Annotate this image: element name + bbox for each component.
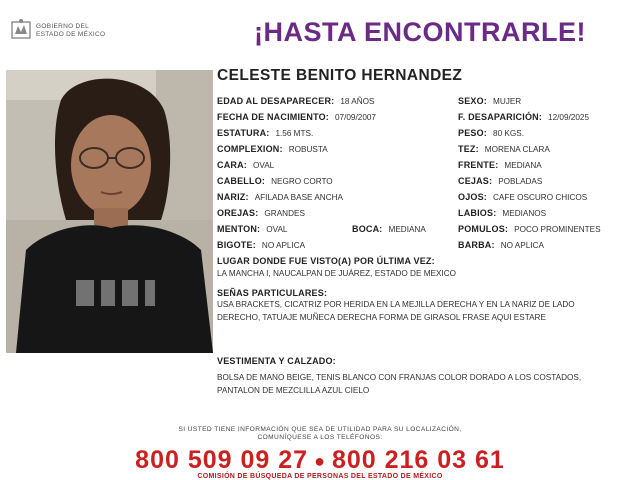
phone-numbers — [0, 446, 640, 475]
field-peso: PESO: 80 KGS. — [458, 128, 524, 138]
field-ojos: OJOS: CAFE OSCURO CHICOS — [458, 192, 588, 202]
field-estatura: ESTATURA: 1.56 MTS. — [217, 128, 314, 138]
state-emblem-icon — [10, 18, 32, 42]
last-seen-text: LA MANCHA I, NAUCALPAN DE JUÁREZ, ESTADO DE MEXICO — [217, 269, 456, 278]
field-cabello: CABELLO: NEGRO CORTO — [217, 176, 333, 186]
headline: ¡HASTA ENCONTRARLE! — [254, 17, 586, 47]
clothing-text: BOLSA DE MANO BEIGE, TENIS BLANCO CON FRANJAS COLOR DORADO A LOS COSTADOS, PANTALON DE MEZCLILLA AZUL CIELO — [217, 373, 582, 395]
phone-1: 800 509 09 27 — [135, 446, 309, 474]
last-seen-title: LUGAR DONDE FUE VISTO(A) POR ÚLTIMA VEZ: — [217, 256, 435, 266]
field-orejas: OREJAS: GRANDES — [217, 208, 305, 218]
phone-2: 800 216 03 61 — [331, 446, 505, 474]
field-labios: LABIOS: MEDIANOS — [458, 208, 547, 218]
missing-person-name: CELESTE BENITO HERNANDEZ — [217, 67, 463, 84]
field-edad: EDAD AL DESAPARECER: 18 AÑOS — [217, 96, 375, 106]
logo-line-2: ESTADO DE MÉXICO — [36, 31, 106, 38]
field-fecha-desaparicion: F. DESAPARICIÓN: 12/09/2025 — [458, 112, 590, 122]
field-menton: MENTON: OVAL — [217, 224, 288, 234]
field-boca: BOCA: MEDIANA — [352, 224, 426, 234]
field-pomulos: POMULOS: POCO PROMINENTES — [458, 224, 601, 234]
field-barba: BARBA: NO APLICA — [458, 240, 544, 250]
field-cara: CARA: OVAL — [217, 160, 275, 170]
field-complexion: COMPLEXION: ROBUSTA — [217, 144, 328, 154]
marks-title: SEÑAS PARTICULARES: — [217, 288, 328, 298]
info-line-1: SI USTED TIENE INFORMACIÓN QUE SEA DE UTILIDAD PARA SU LOCALIZACIÓN, — [178, 426, 462, 433]
info-line-2: COMUNÍQUESE A LOS TELÉFONOS: — [257, 434, 383, 441]
state-government-logo — [10, 18, 120, 44]
clothing-title: VESTIMENTA Y CALZADO: — [217, 356, 336, 366]
field-cejas: CEJAS: POBLADAS — [458, 176, 543, 186]
field-tez: TEZ: MORENA CLARA — [458, 144, 550, 154]
field-bigote: BIGOTE: NO APLICA — [217, 240, 306, 250]
field-sexo: SEXO: MUJER — [458, 96, 522, 106]
person-photo — [6, 70, 213, 353]
logo-line-1: GOBIERNO DEL — [36, 23, 90, 30]
field-fecha-nacimiento: FECHA DE NACIMIENTO: 07/09/2007 — [217, 112, 376, 122]
comision-footer: COMISIÓN DE BÚSQUEDA DE PERSONAS DEL ESTADO DE MÉXICO — [197, 473, 443, 480]
marks-text: USA BRACKETS, CICATRIZ POR HERIDA EN LA MEJILLA DERECHA Y EN LA NARIZ DE LADO DERECHO, TATUAJE MUÑECA DERECHA FORMA DE GIRASOL FRASE AQUI ESTARE — [217, 300, 575, 322]
separator-dot-icon: ● — [314, 450, 326, 471]
field-nariz: NARIZ: AFILADA BASE ANCHA — [217, 192, 343, 202]
field-frente: FRENTE: MEDIANA — [458, 160, 542, 170]
